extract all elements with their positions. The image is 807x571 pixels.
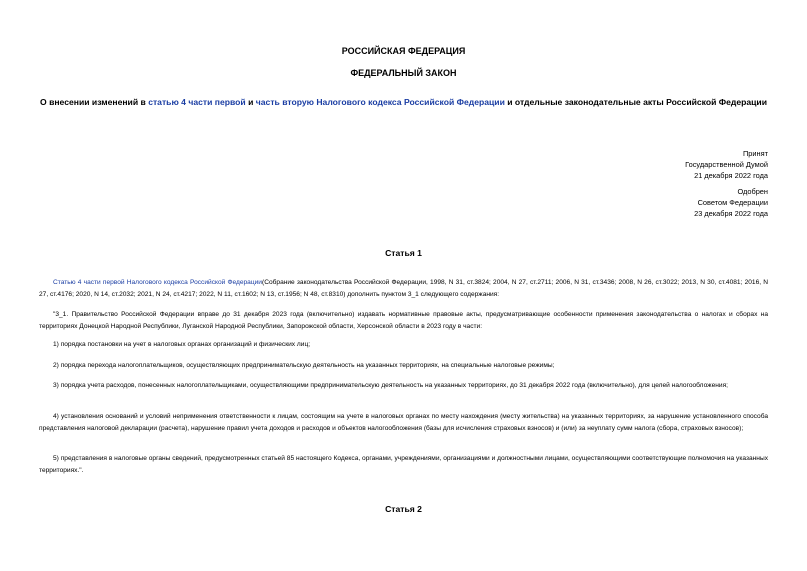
title-suffix: и отдельные законодательные акты Российской Федерации: [504, 97, 767, 107]
approved-label: Одобрен: [737, 187, 768, 196]
law-type-heading: ФЕДЕРАЛЬНЫЙ ЗАКОН: [350, 68, 457, 78]
approved-block: [694, 186, 768, 220]
title-prefix: О внесении изменений в: [40, 97, 149, 107]
country-heading: РОССИЙСКАЯ ФЕДЕРАЦИЯ: [341, 46, 466, 56]
article-1-intro-text: (Собрание законодательства Российской Федерации, 1998, N 31, ст.3824; 2004, N 27, ст.2711; 2006, N 31, ст.3436; 2008, N 26, ст.3022; 2013, N 30, ст.4081; 2016, N 27, ст.4176; 2020, N 14, ст.2032; 2021, N 24, ст.4217; 2022, N 11, ст.1602; N 13, ст.1956; N 48, ст.8310) дополнить пунктом 3_1 следующего содержания:: [39, 279, 768, 298]
list-item-2: 2) порядка перехода налогоплательщиков, осуществляющих предпринимательскую деятельность на указанных территориях, на специальные налоговые режимы;: [53, 362, 555, 369]
approved-body: Советом Федерации: [697, 198, 768, 208]
adopted-label: Принят: [742, 149, 768, 158]
law-title: [40, 97, 767, 108]
adopted-block: [685, 148, 768, 182]
article-1-heading: Статья 1: [385, 248, 422, 258]
list-item-5: 5) представления в налоговые органы сведений, предусмотренных статьей 85 настоящего Кодекса, органами, учреждениями, организациями и должностными лицами, осуществляющими соответствующие полномочия на указанных территориях.".: [39, 455, 768, 474]
list-item-4: 4) установления оснований и условий неприменения ответственности к лицам, состоящим на учете в налоговых органах по месту нахождения (месту жительства) на указанных территориях, за нарушение установленного способа представления налоговой декларации (расчета), нарушение правил учета доходов и расходов и объектов налогообложения (базы для исчисления страховых взносов) и (или) за неуплату сумм налога (сбора, страховых взносов);: [39, 413, 768, 432]
adopted-body: Государственной Думой: [685, 160, 768, 170]
article-4-link[interactable]: статью 4 части первой: [148, 97, 246, 107]
article-1-intro: [39, 277, 768, 300]
article-4-part-one-link[interactable]: Статью 4 части первой Налогового кодекса Российской Федерации: [53, 279, 262, 286]
title-mid: и: [245, 97, 256, 107]
adopted-date: 21 декабря 2022 года: [694, 171, 768, 181]
tax-code-part-two-link[interactable]: часть вторую Налогового кодекса Российской Федерации: [255, 97, 505, 107]
paragraph-3-1: "3_1. Правительство Российской Федерации вправе до 31 декабря 2023 года (включительно) издавать нормативные правовые акты, предусматривающие особенности применения законодательства о налогах и сборах на территориях Донецкой Народной Республики, Луганской Народной Республики, Запорожской области, Херсонской области в 2023 году в части:: [39, 311, 768, 330]
article-2-heading: Статья 2: [385, 504, 422, 514]
approved-date: 23 декабря 2022 года: [694, 209, 768, 219]
list-item-3: 3) порядка учета расходов, понесенных налогоплательщиками, осуществляющими предпринимательскую деятельность на указанных территориях, до 31 декабря 2022 года (включительно), для целей налогообложения;: [53, 382, 728, 389]
list-item-1: 1) порядка постановки на учет в налоговых органах организаций и физических лиц;: [53, 341, 311, 348]
